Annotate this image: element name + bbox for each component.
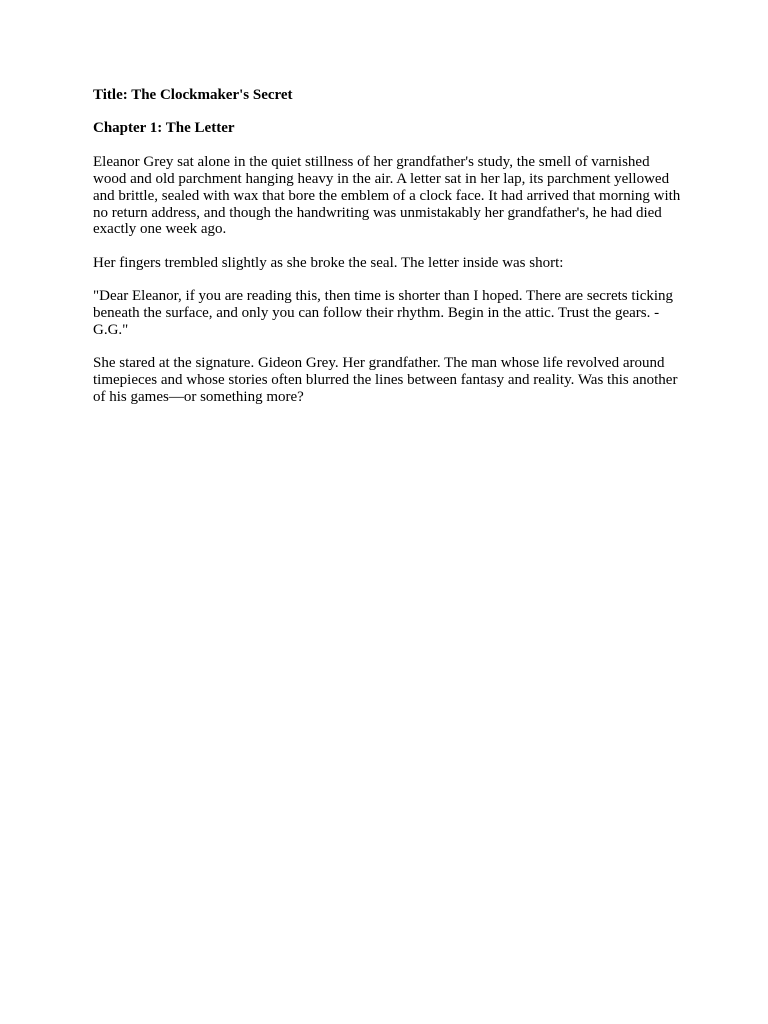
document-body: [93, 87, 683, 423]
paragraph-1: Eleanor Grey sat alone in the quiet stillness of her grandfather's study, the smell of varnished wood and old parchment hanging heavy in the air. A letter sat in her lap, its parchment yellowed and brittle, sealed with wax that bore the emblem of a clock face. It had arrived that morning with no return address, and though the handwriting was unmistakably her grandfather's, he had died exactly one week ago.: [93, 153, 681, 238]
paragraph-3: "Dear Eleanor, if you are reading this, then time is shorter than I hoped. There are secrets ticking beneath the surface, and only you can follow their rhythm. Begin in the attic. Trust the gears. - G.G.": [93, 288, 674, 339]
paragraph-4: She stared at the signature. Gideon Grey. Her grandfather. The man whose life revolved around timepieces and whose stories often blurred the lines between fantasy and reality. Was this another of his games—or something more?: [93, 355, 678, 406]
document-title: Title: The Clockmaker's Secret: [93, 87, 293, 103]
paragraph-2: Her fingers trembled slightly as she broke the seal. The letter inside was short:: [93, 254, 564, 271]
chapter-heading: Chapter 1: The Letter: [93, 120, 235, 137]
